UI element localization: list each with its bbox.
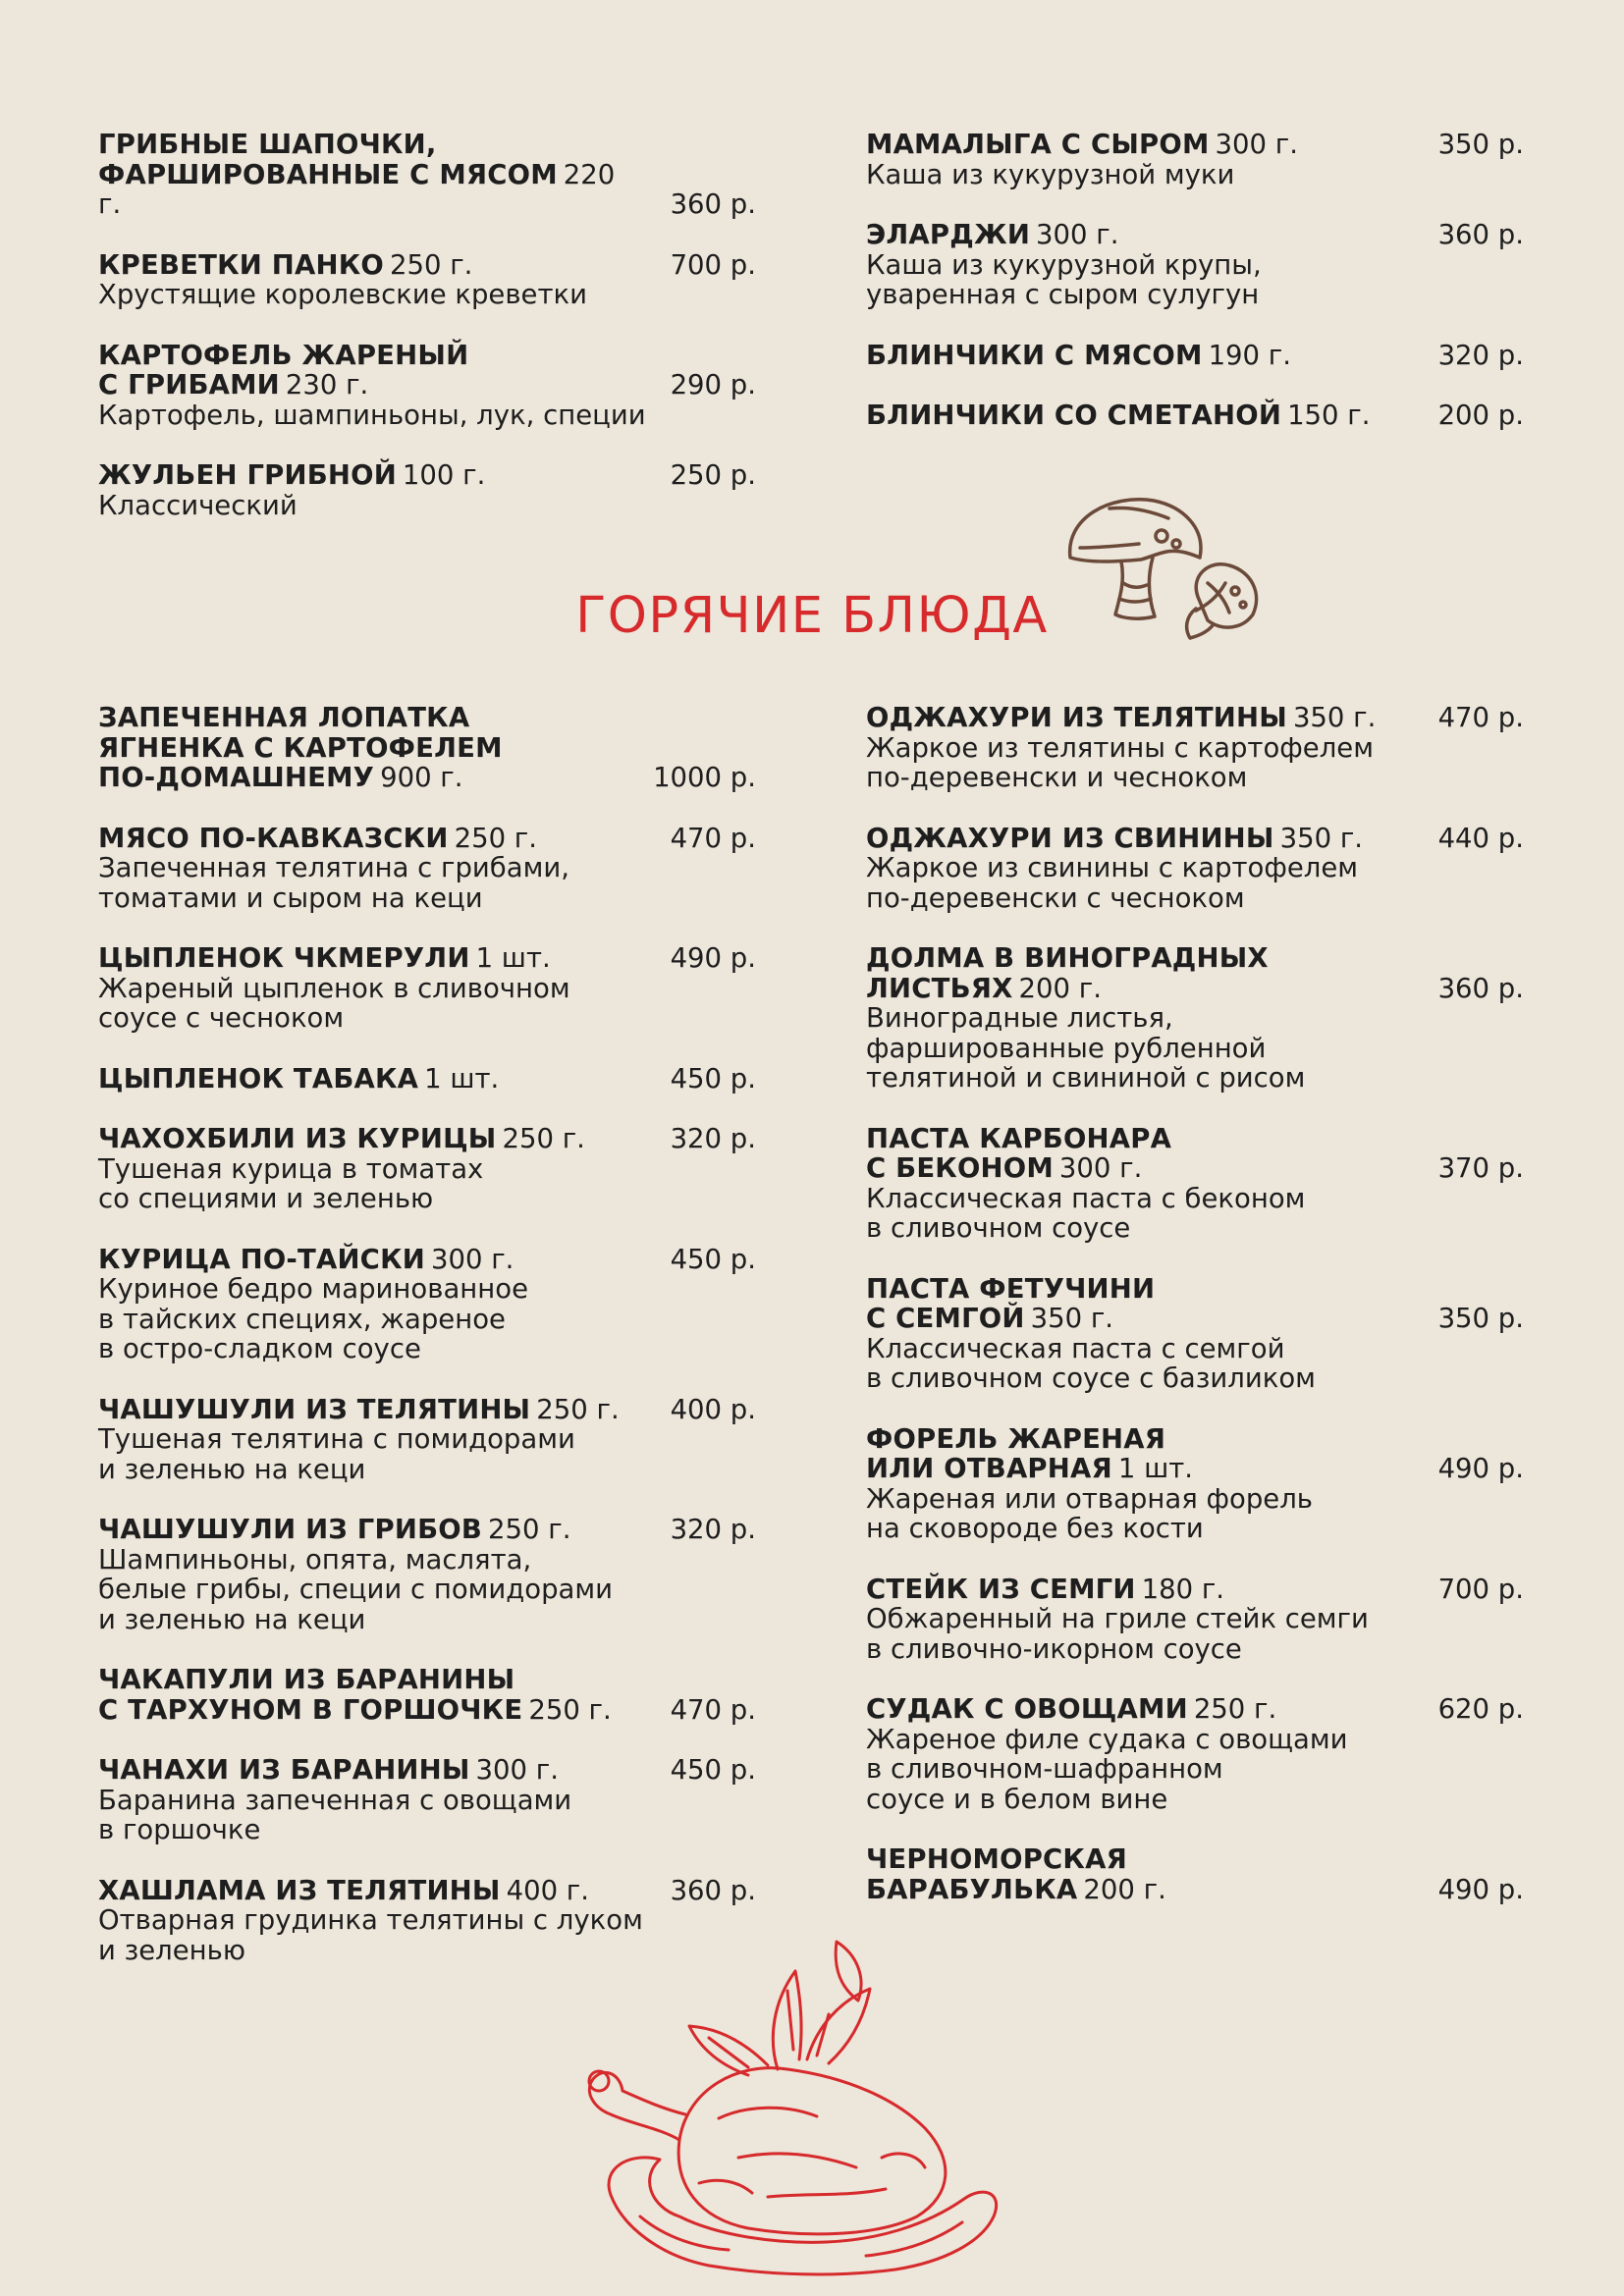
menu-item-title [866,1694,1524,1725]
menu-item-description: Каша из кукурузной крупы, [866,248,1262,281]
menu-item-weight: 1 шт. [424,1062,500,1095]
menu-item-title [866,943,1524,1003]
menu-item-title [98,130,756,220]
menu-item-price: 450 р. [670,1062,756,1095]
roast-chicken-illustration [571,1932,1023,2289]
menu-item-name-line [866,400,1406,431]
menu-item-title [866,341,1524,371]
menu-item-title [98,1876,756,1906]
menu-item-price: 700 р. [1437,1573,1524,1605]
menu-item [866,400,1524,431]
menu-item-description: фаршированные рубленной [866,1032,1267,1064]
menu-item-name-line [98,1665,638,1695]
menu-item-title [98,1124,756,1154]
menu-item [866,1124,1524,1244]
menu-item-description: со специями и зеленью [98,1183,434,1214]
menu-item-name: ФОРЕЛЬ ЖАРЕНАЯ [866,1422,1166,1455]
menu-item-name: ЧАХОХБИЛИ ИЗ КУРИЦЫ [98,1123,497,1154]
menu-item [866,1575,1524,1665]
section-title-hot-dishes: ГОРЯЧИЕ БЛЮДА [575,587,1049,645]
menu-item-name-line [98,1755,638,1786]
menu-item-name-line [866,1424,1406,1455]
menu-item-description: Баранина запеченная с овощами [98,1784,572,1816]
menu-item [866,1424,1524,1544]
menu-item-name-line [866,1124,1406,1154]
menu-item-name-line [866,1304,1406,1334]
menu-item-title [98,341,756,400]
menu-item-weight: 250 г. [389,248,473,281]
menu-item-description: Обжаренный на гриле стейк семги [866,1603,1369,1634]
menu-item-description: по-деревенски и чесноком [866,762,1248,793]
menu-item-description: Шампиньоны, опята, маслята, [98,1543,532,1575]
menu-item-description: Жареная или отварная форель [866,1482,1313,1515]
menu-item-price: 470 р. [670,822,756,854]
menu-item-name-line [98,160,638,220]
menu-item [98,824,756,914]
menu-item [98,1245,756,1364]
menu-item-name-line [98,130,638,160]
menu-item-price: 450 р. [670,1754,756,1786]
menu-item-name-line [98,1245,638,1275]
top-left-column [98,130,756,551]
menu-item [98,1124,756,1214]
menu-item-price: 290 р. [670,369,756,400]
menu-item-name: ЦЫПЛЕНОК ЧКМЕРУЛИ [98,942,470,974]
menu-item-name-line [98,763,638,793]
menu-item-price: 470 р. [670,1693,756,1726]
menu-item-price: 360 р. [1437,972,1524,1004]
menu-item-weight: 300 г. [1215,129,1298,160]
menu-item-weight: 250 г. [528,1693,612,1726]
menu-item-weight: 250 г. [536,1393,620,1425]
menu-item-title [866,824,1524,854]
menu-item-name-line [98,703,638,733]
menu-item-name: ЦЫПЛЕНОК ТАБАКА [98,1062,419,1095]
menu-item-name: ЛИСТЬЯХ [866,972,1013,1004]
menu-item-name: КАРТОФЕЛЬ ЖАРЕНЫЙ [98,339,469,371]
menu-item [98,341,756,431]
menu-item-price: 360 р. [670,188,756,220]
menu-item [866,130,1524,189]
menu-item-name-line [98,341,638,371]
menu-item-name-line [98,1695,638,1726]
menu-item-name-line [98,1064,638,1095]
menu-item-description: Виноградные листья, [866,1002,1173,1034]
menu-item-name: ИЛИ ОТВАРНАЯ [866,1453,1112,1484]
menu-item-price: 490 р. [670,942,756,974]
menu-item-name-line [866,703,1406,733]
menu-item-description: на сковороде без кости [866,1513,1204,1544]
menu-item-title [866,130,1524,160]
menu-item-price: 490 р. [1437,1453,1524,1484]
menu-item-weight: 180 г. [1141,1573,1225,1605]
menu-item-name: С СЕМГОЙ [866,1303,1025,1334]
menu-item-name: ЧАШУШУЛИ ИЗ ТЕЛЯТИНЫ [98,1393,531,1425]
menu-item-weight: 150 г. [1287,400,1371,431]
menu-item-name-line [98,1395,638,1425]
menu-item [98,1665,756,1725]
menu-item [866,1694,1524,1814]
menu-item-name: ПАСТА КАРБОНАРА [866,1122,1172,1154]
menu-item-name-line [866,1694,1406,1725]
menu-item-price: 320 р. [670,1123,756,1154]
menu-item-description: Классическая паста с беконом [866,1182,1306,1214]
menu-item-name: ЧЕРНОМОРСКАЯ [866,1843,1127,1875]
menu-item-name: СУДАК С ОВОЩАМИ [866,1693,1188,1725]
menu-item-weight: 900 г. [380,762,463,793]
menu-item-weight: 250 г. [454,822,537,854]
menu-item-name-line [866,130,1406,160]
menu-item-name-line [866,1844,1406,1875]
menu-item-weight: 250 г. [502,1123,585,1154]
menu-item [866,703,1524,793]
menu-item-weight: 350 г. [1030,1303,1114,1334]
menu-item-description: в сливочно-икорном соусе [866,1632,1242,1665]
menu-item-name-line [98,943,638,974]
menu-item-name: МЯСО ПО-КАВКАЗСКИ [98,822,449,854]
menu-item-description: Тушеная курица в томатах [98,1152,484,1185]
menu-item-title [98,1395,756,1425]
menu-item-title [98,703,756,793]
menu-item [866,341,1524,371]
menu-item-weight: 200 г. [1018,972,1102,1004]
menu-item-price: 360 р. [1437,219,1524,250]
menu-item-price: 400 р. [670,1393,756,1425]
menu-item-name: КРЕВЕТКИ ПАНКО [98,248,384,281]
menu-item-price: 370 р. [1437,1152,1524,1184]
menu-item-name: С ГРИБАМИ [98,369,280,400]
menu-item-name-line [866,1575,1406,1605]
menu-item-weight: 100 г. [402,459,486,491]
menu-item [866,1844,1524,1904]
menu-item-description: в сливочном соусе с базиликом [866,1362,1316,1394]
menu-item-weight: 230 г. [285,369,369,400]
menu-item-name-line [866,974,1406,1004]
menu-item-description: телятиной и свининой с рисом [866,1062,1306,1094]
menu-item [98,943,756,1034]
menu-item-weight: 190 г. [1208,339,1291,371]
menu-item-name-line [866,1875,1406,1905]
menu-item-title [98,1755,756,1786]
menu-item-description: Жаркое из телятины с картофелем [866,731,1374,764]
menu-item-name: БЛИНЧИКИ С МЯСОМ [866,339,1203,371]
menu-item-name: ЖУЛЬЕН ГРИБНОЙ [98,459,397,491]
menu-item-name-line [98,1124,638,1154]
menu-item-description: и зеленью [98,1934,245,1966]
menu-item-name-line [98,250,638,281]
menu-item-title [866,1575,1524,1605]
menu-item-name: ДОЛМА В ВИНОГРАДНЫХ [866,942,1269,974]
menu-item-description: белые грибы, специи с помидорами [98,1574,614,1605]
menu-item-weight: 1 шт. [1117,1453,1194,1484]
menu-item-price: 350 р. [1437,129,1524,160]
menu-item-description: Куриное бедро маринованное [98,1273,528,1305]
menu-item-description: Тушеная телятина с помидорами [98,1423,575,1455]
menu-item-description: томатами и сыром на кеци [98,881,483,914]
menu-item-name-line [866,943,1406,974]
menu-item-weight: 300 г. [1036,219,1119,250]
menu-item-name: С ТАРХУНОМ В ГОРШОЧКЕ [98,1693,523,1726]
menu-item-description: Отварная грудинка телятины с луком [98,1904,643,1936]
menu-item-name: ЗАПЕЧЕННАЯ ЛОПАТКА [98,702,470,733]
menu-item-description: в остро-сладком соусе [98,1333,421,1364]
menu-item-name: СТЕЙК ИЗ СЕМГИ [866,1573,1136,1605]
menu-item-weight: 1 шт. [475,942,551,974]
menu-item-name: ЧАШУШУЛИ ИЗ ГРИБОВ [98,1514,483,1545]
menu-item-title [866,1274,1524,1334]
menu-item-price: 700 р. [670,248,756,281]
menu-item-name: ЧАНАХИ ИЗ БАРАНИНЫ [98,1754,470,1786]
menu-item-name: КУРИЦА ПО-ТАЙСКИ [98,1243,425,1275]
menu-item [866,824,1524,914]
menu-item-name-line [866,1454,1406,1484]
menu-item-price: 620 р. [1437,1693,1524,1725]
menu-item-description: в тайских специях, жареное [98,1303,506,1335]
menu-item-name-line [98,733,638,764]
menu-item-weight: 300 г. [1058,1152,1143,1184]
menu-item-description: уваренная с сыром сулугун [866,279,1260,310]
menu-item-price: 1000 р. [653,762,756,793]
menu-item-title [98,1245,756,1275]
menu-item-description: в сливочном соусе [866,1212,1131,1244]
menu-item-title [98,250,756,281]
menu-item-description: и зеленью на кеци [98,1603,366,1635]
menu-item-weight: 250 г. [488,1514,571,1545]
menu-item-description: Хрустящие королевские креветки [98,279,587,310]
menu-item-name-line [866,1153,1406,1184]
menu-item [866,220,1524,310]
menu-item-weight: 350 г. [1292,702,1377,733]
menu-item-description: Каша из кукурузной муки [866,158,1235,190]
menu-item-name-line [98,1515,638,1545]
menu-item-weight: 200 г. [1083,1873,1166,1905]
menu-item-title [98,1515,756,1545]
menu-item-weight: 300 г. [430,1243,514,1275]
menu-item-price: 360 р. [670,1874,756,1906]
menu-item-name: МАМАЛЫГА С СЫРОМ [866,129,1210,160]
menu-item-name-line [98,370,638,400]
menu-item-name: ХАШЛАМА ИЗ ТЕЛЯТИНЫ [98,1874,501,1906]
menu-item-price: 200 р. [1437,400,1524,431]
menu-item-description: Классический [98,489,298,521]
menu-item-description: соусе и в белом вине [866,1783,1168,1815]
menu-item-name-line [866,220,1406,250]
menu-item-name: ГРИБНЫЕ ШАПОЧКИ, [98,129,437,160]
menu-item-price: 490 р. [1437,1873,1524,1905]
menu-item-name-line [98,1876,638,1906]
menu-item-title [98,460,756,491]
menu-item-price: 350 р. [1437,1303,1524,1334]
menu-item-title [866,1844,1524,1904]
menu-item-name: ОДЖАХУРИ ИЗ СВИНИНЫ [866,822,1274,854]
menu-item-description: Классическая паста с семгой [866,1332,1285,1364]
menu-item-description: в горшочке [98,1814,261,1845]
menu-item-title [98,943,756,974]
menu-item-price: 320 р. [670,1514,756,1545]
menu-item-name: ЧАКАПУЛИ ИЗ БАРАНИНЫ [98,1664,515,1695]
menu-item-title [98,824,756,854]
menu-item-name: ЯГНЕНКА С КАРТОФЕЛЕМ [98,731,503,764]
menu-item-title [98,1064,756,1095]
menu-item-price: 440 р. [1437,822,1524,854]
menu-item-name-line [866,824,1406,854]
menu-item-price: 250 р. [670,459,756,491]
menu-item [866,1274,1524,1394]
menu-item [98,1515,756,1634]
top-right-column [866,130,1524,461]
menu-item-name: БАРАБУЛЬКА [866,1873,1078,1905]
menu-item [866,943,1524,1094]
menu-item-price: 320 р. [1437,339,1524,371]
menu-item-weight: 220 г. [98,158,616,220]
menu-item-description: Картофель, шампиньоны, лук, специи [98,399,646,431]
menu-item-name-line [866,341,1406,371]
menu-item-description: соусе с чесноком [98,1002,345,1034]
menu-item-description: Жаркое из свинины с картофелем [866,852,1359,883]
menu-item [98,1064,756,1095]
menu-item-name-line [98,460,638,491]
menu-item [98,250,756,310]
menu-item-name: ОДЖАХУРИ ИЗ ТЕЛЯТИНЫ [866,702,1287,733]
menu-item-description: в сливочном-шафранном [866,1753,1223,1785]
menu-item-title [866,1124,1524,1184]
menu-item-price: 450 р. [670,1243,756,1275]
menu-item-name-line [98,824,638,854]
hot-right-column [866,703,1524,1935]
menu-item-title [866,1424,1524,1484]
menu-item-title [866,400,1524,431]
menu-item-description: Жареный цыпленок в сливочном [98,972,570,1004]
menu-item-weight: 400 г. [506,1874,589,1906]
menu-item [98,703,756,793]
menu-item-name-line [866,1274,1406,1305]
menu-item-name: ФАРШИРОВАННЫЕ С МЯСОМ [98,158,558,190]
menu-item [98,1395,756,1485]
menu-item-description: Запеченная телятина с грибами, [98,852,569,883]
menu-item-description: Жареное филе судака с овощами [866,1723,1348,1755]
menu-item-title [98,1665,756,1725]
menu-item-name: ПО-ДОМАШНЕМУ [98,762,375,793]
hot-left-column [98,703,756,1996]
menu-item-description: по-деревенски с чесноком [866,881,1245,914]
menu-item-name: ПАСТА ФЕТУЧИНИ [866,1272,1156,1305]
menu-item [98,460,756,520]
menu-item-name: БЛИНЧИКИ СО СМЕТАНОЙ [866,400,1282,431]
menu-item-price: 470 р. [1437,702,1524,733]
menu-item-description: и зеленью на кеци [98,1453,366,1485]
menu-item-name: С БЕКОНОМ [866,1152,1054,1184]
menu-item-weight: 250 г. [1193,1693,1277,1725]
menu-item-weight: 300 г. [475,1754,559,1786]
menu-item-title [866,220,1524,250]
menu-item-title [866,703,1524,733]
menu-item [98,130,756,220]
menu-item-weight: 350 г. [1279,822,1364,854]
menu-item-name: ЭЛАРДЖИ [866,219,1031,250]
menu-item [98,1755,756,1845]
